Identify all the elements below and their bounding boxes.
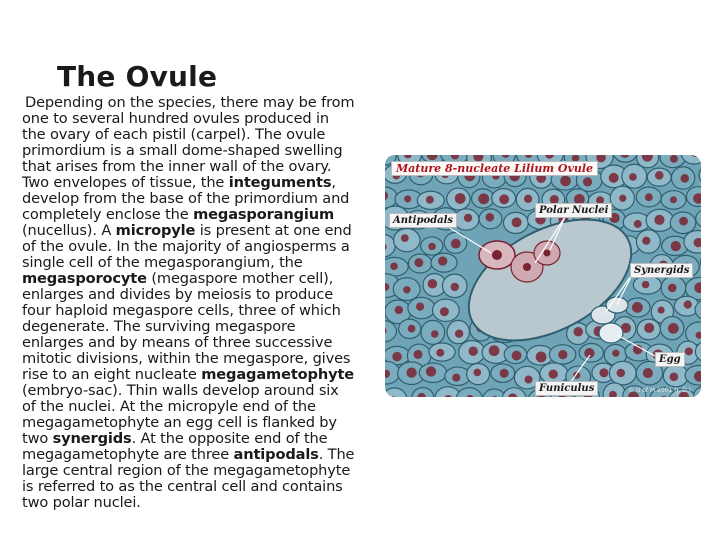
body-line xyxy=(22,255,380,271)
body-line xyxy=(22,287,380,303)
body-line xyxy=(22,111,380,127)
cell-nucleus xyxy=(436,349,444,357)
egg-cell xyxy=(599,323,623,343)
text-run: (nucellus). A xyxy=(22,222,116,239)
cell-nucleus xyxy=(451,239,461,249)
cell-nucleus xyxy=(499,194,509,204)
cell-nucleus xyxy=(469,347,478,356)
body-line xyxy=(22,191,380,207)
text-run: , xyxy=(331,174,336,191)
body-line xyxy=(22,463,380,479)
cell-nucleus xyxy=(500,369,509,378)
text-run: of the nuclei. At the micropyle end of the xyxy=(22,398,316,415)
cell-nucleus xyxy=(406,367,416,377)
cell-nucleus xyxy=(549,370,558,379)
cell-nucleus xyxy=(464,214,472,222)
body-line xyxy=(22,415,380,431)
polar-nucleolus xyxy=(523,263,531,271)
text-run: develop from the base of the primordium and xyxy=(22,190,350,207)
cell-nucleus xyxy=(455,330,463,338)
cell-nucleus xyxy=(431,330,438,337)
body-line xyxy=(22,383,380,399)
cell-nucleus xyxy=(632,302,643,313)
cell-nucleus xyxy=(452,374,460,382)
text-run: degenerate. The surviving megaspore xyxy=(22,318,296,335)
text-run: (megaspore mother cell), xyxy=(146,270,334,287)
text-run: the ovary of each pistil (carpel). The ovule xyxy=(22,126,326,143)
text-run: two polar nuclei. xyxy=(22,494,141,511)
polar-nucleolus xyxy=(544,250,551,257)
body-line xyxy=(25,95,380,111)
ovule-micrograph xyxy=(385,155,701,397)
body-line xyxy=(22,207,380,223)
cell-nucleus xyxy=(478,193,489,204)
cell-nucleus xyxy=(414,258,423,267)
text-run: completely enclose the xyxy=(22,206,194,223)
cell-nucleus xyxy=(408,325,416,333)
body-line xyxy=(22,479,380,495)
cell-nucleus xyxy=(536,352,547,363)
body-line xyxy=(22,223,380,239)
micrograph-copyright: © U of M 2001 (J. D.) xyxy=(628,387,691,394)
body-line xyxy=(22,319,380,335)
cell-nucleus xyxy=(644,323,654,333)
body-line xyxy=(22,175,380,191)
cell-nucleus xyxy=(428,243,435,250)
body-line xyxy=(22,399,380,415)
cell-nucleus xyxy=(403,286,410,293)
cell-nucleus xyxy=(473,369,481,377)
cell-nucleus xyxy=(685,347,693,355)
antipodals-label: Antipodals xyxy=(389,213,457,228)
text-run: that arises from the inner wall of the ovary. xyxy=(22,158,332,175)
text-run: is referred to as the central cell and contains xyxy=(22,478,343,495)
cell-nucleus xyxy=(670,155,678,163)
text-run: enlarges and divides by meiosis to produce xyxy=(22,286,334,303)
cell-nucleus xyxy=(489,345,500,356)
cell-nucleus xyxy=(680,174,689,183)
body-line xyxy=(22,303,380,319)
key-term: micropyle xyxy=(115,222,196,239)
cell-nucleus xyxy=(524,195,532,203)
body-line xyxy=(22,143,380,159)
cell-nucleus xyxy=(643,368,653,378)
cell-nucleus xyxy=(512,351,522,361)
cell-nucleus xyxy=(617,369,625,377)
cell-nucleus xyxy=(426,196,434,204)
cell-nucleus xyxy=(392,352,402,362)
cell-nucleus xyxy=(525,375,533,383)
body-paragraph xyxy=(22,95,380,511)
cell-nucleus xyxy=(679,217,688,226)
cell-nucleus xyxy=(671,241,681,251)
body-line xyxy=(22,271,380,287)
text-run: enlarges and by means of three successive xyxy=(22,334,333,351)
cell-nucleus xyxy=(634,220,642,228)
key-term: megasporangium xyxy=(193,206,335,223)
cell-nucleus xyxy=(440,307,449,316)
cell-nucleus xyxy=(684,300,692,308)
cell-nucleus xyxy=(560,176,571,187)
cell-nucleus xyxy=(395,306,403,314)
synergids-label: Synergids xyxy=(630,263,693,278)
text-run: Depending on the species, there may be from xyxy=(25,94,355,111)
cell-nucleus xyxy=(670,196,677,203)
text-run: two xyxy=(22,430,53,447)
cell-nucleus xyxy=(655,171,664,180)
text-run: is present at one end xyxy=(195,222,352,239)
cell-nucleus xyxy=(668,284,677,293)
body-line xyxy=(22,159,380,175)
key-term: antipodals xyxy=(233,446,319,463)
cell-nucleus xyxy=(438,256,447,265)
text-run: megagametophyte an egg cell is flanked by xyxy=(22,414,337,431)
cell-nucleus xyxy=(485,213,494,222)
text-run: primordium is a small dome-shaped swelling xyxy=(22,142,343,159)
body-line xyxy=(22,367,380,383)
egg-label: Egg xyxy=(655,352,685,367)
body-line xyxy=(22,447,380,463)
body-line xyxy=(22,127,380,143)
text-run: (embryo-sac). Thin walls develop around six xyxy=(22,382,339,399)
cell-nucleus xyxy=(645,193,653,201)
text-run: . At the opposite end of the xyxy=(131,430,328,447)
body-line xyxy=(22,335,380,351)
cell-nucleus xyxy=(416,303,424,311)
text-run: one to several hundred ovules produced in xyxy=(22,110,330,127)
text-run: single cell of the megasporangium, the xyxy=(22,254,303,271)
body-line xyxy=(22,351,380,367)
cell-nucleus xyxy=(619,195,626,202)
text-run: Two envelopes of tissue, the xyxy=(22,174,229,191)
cell-nucleus xyxy=(413,350,422,359)
cell-nucleus xyxy=(558,350,567,359)
cell-nucleus xyxy=(455,193,466,204)
text-run: megagametophyte are three xyxy=(22,446,234,463)
cell-nucleus xyxy=(599,368,608,377)
cell-nucleus xyxy=(654,215,664,225)
cell-nucleus xyxy=(390,262,398,270)
text-run: . The xyxy=(318,446,355,463)
cell-nucleus xyxy=(629,173,637,181)
cell-nucleus xyxy=(404,195,411,202)
funiculus-label: Funiculus xyxy=(535,381,598,396)
cell-nucleus xyxy=(426,366,436,376)
text-run: of the ovule. In the majority of angiosperms a xyxy=(22,238,350,255)
slide-title: The Ovule xyxy=(57,60,218,93)
cell-nucleus xyxy=(451,283,459,291)
micrograph-title-label: Mature 8-nucleate Lilium Ovule xyxy=(391,161,598,176)
cell-nucleus xyxy=(609,173,619,183)
key-term: megasporocyte xyxy=(22,270,147,287)
antipodal-nucleus xyxy=(492,250,502,260)
polar-nuclei-label: Polar Nuclei xyxy=(535,203,612,218)
cell-nucleus xyxy=(428,279,437,288)
cell-nucleus xyxy=(612,350,619,357)
text-run: rise to an eight nucleate xyxy=(22,366,202,383)
cell-nucleus xyxy=(583,177,592,186)
body-line xyxy=(22,495,380,511)
cell-nucleus xyxy=(642,281,649,288)
text-run: mitotic divisions, within the megaspore, gives xyxy=(22,350,351,367)
key-term: integuments xyxy=(228,174,332,191)
cell-nucleus xyxy=(401,234,409,242)
key-term: synergids xyxy=(52,430,132,447)
text-run: large central region of the megagametophyte xyxy=(22,462,351,479)
body-line xyxy=(22,431,380,447)
cell-nucleus xyxy=(642,237,650,245)
body-line xyxy=(22,239,380,255)
cell-nucleus xyxy=(668,323,679,334)
cell-nucleus xyxy=(512,217,522,227)
key-term: megagametophyte xyxy=(201,366,355,383)
text-run: four haploid megaspore cells, three of which xyxy=(22,302,341,319)
cell-nucleus xyxy=(574,327,583,336)
cell-nucleus xyxy=(658,307,665,314)
cell-nucleus xyxy=(670,372,679,381)
